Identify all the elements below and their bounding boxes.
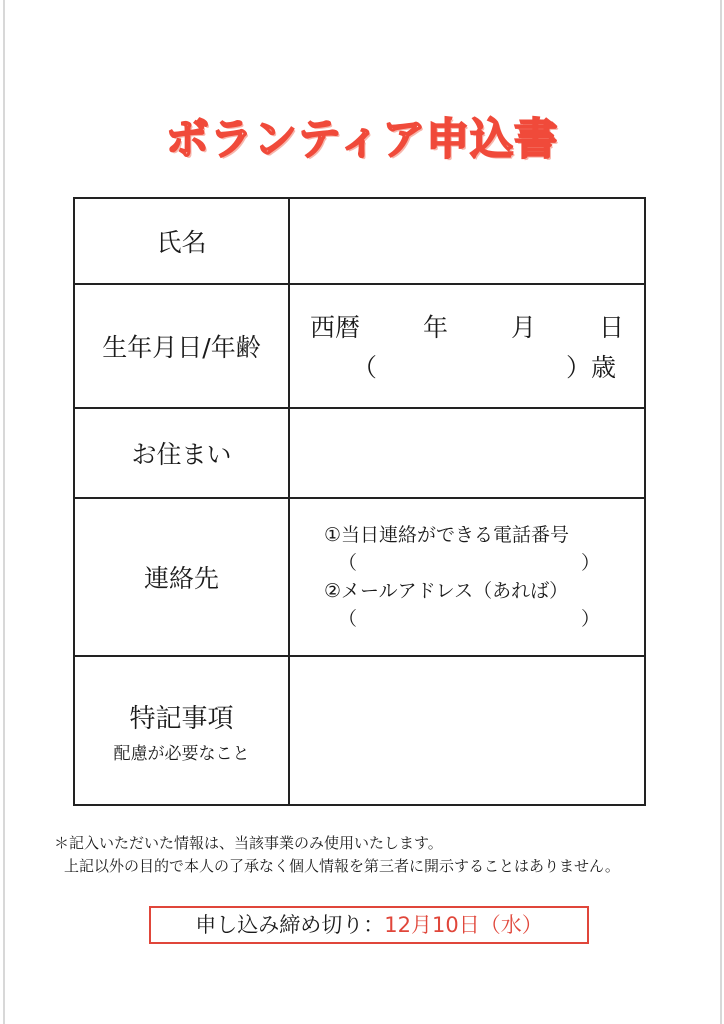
- form-row-contact: [74, 498, 645, 656]
- dob-date-line: [290, 308, 644, 344]
- deadline-box: [149, 906, 589, 944]
- deadline-label: 申し込み締め切り：: [195, 913, 385, 937]
- contact-label: 連絡先: [74, 498, 289, 656]
- contact-phone-label: ①当日連絡ができる電話番号: [324, 524, 570, 546]
- form-row-address: [74, 408, 645, 498]
- form-row-notes: [74, 656, 645, 805]
- form-row-name: [74, 198, 645, 284]
- address-label: お住まい: [74, 408, 289, 498]
- phone-paren-line: [324, 549, 600, 577]
- privacy-notice-line1: ＊記入いただいた情報は、当該事業のみ使用いたします。: [54, 834, 443, 852]
- deadline-date: 12月10日（水）: [384, 913, 543, 937]
- dob-era: 西暦: [310, 313, 361, 342]
- notes-label: 特記事項: [129, 703, 234, 734]
- name-field[interactable]: [289, 198, 645, 284]
- phone-close-paren: ）: [580, 552, 600, 574]
- form-row-dob: [74, 284, 645, 408]
- email-open-paren: （: [338, 608, 358, 630]
- application-form-table: [73, 197, 646, 806]
- dob-month: 月: [510, 313, 536, 342]
- email-paren-line: [324, 605, 600, 633]
- privacy-notice-line2: 上記以外の目的で本人の了承なく個人情報を第三者に開示することはありません。: [64, 857, 620, 875]
- notes-label-cell: [74, 656, 289, 805]
- page-title: ボランティア申込書: [165, 115, 559, 165]
- address-field[interactable]: [289, 408, 645, 498]
- contact-email-label: ②メールアドレス（あれば）: [324, 580, 569, 602]
- name-label: 氏名: [74, 198, 289, 284]
- dob-field[interactable]: [289, 284, 645, 408]
- phone-open-paren: （: [338, 552, 358, 574]
- age-line: [290, 344, 644, 384]
- contact-field[interactable]: [289, 498, 645, 656]
- age-close-paren: ）歳: [565, 353, 616, 382]
- dob-label: 生年月日/年齢: [74, 284, 289, 408]
- dob-year: 年: [422, 313, 448, 342]
- notes-field[interactable]: [289, 656, 645, 805]
- contact-block: [290, 521, 644, 633]
- dob-day: 日: [598, 313, 624, 342]
- email-close-paren: ）: [580, 608, 600, 630]
- notes-sublabel: 配慮が必要なこと: [113, 743, 250, 764]
- age-open-paren: （: [352, 353, 378, 382]
- privacy-notice: [54, 832, 620, 878]
